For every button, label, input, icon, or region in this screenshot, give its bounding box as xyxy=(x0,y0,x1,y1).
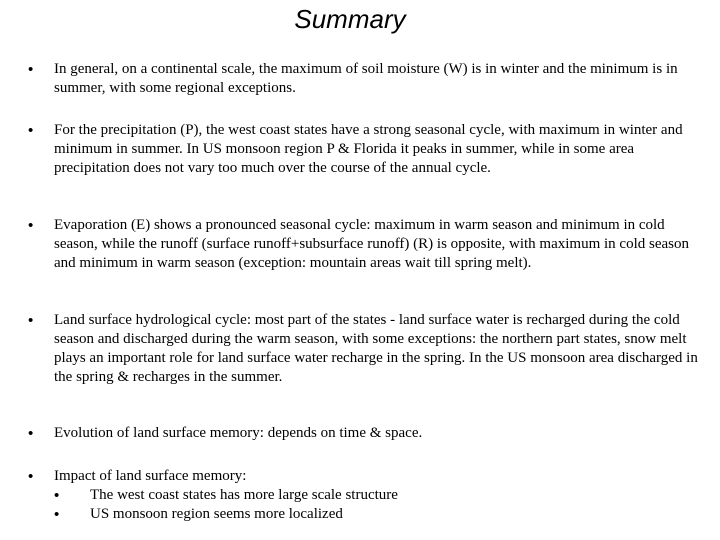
sub-bullet-dot: • xyxy=(54,506,60,523)
bullet-text: Land surface hydrological cycle: most part of the states - land surface water is recharged during the cold season and discharged during the warm season, with some exceptions: the northern part states, snow melt plays an important role for land surface water recharge in the spring. In the US monsoon area discharged in the spring & recharges in the summer. xyxy=(54,312,698,385)
sub-bullet-item xyxy=(54,505,708,524)
sub-bullet-dot: • xyxy=(54,487,60,504)
sub-bullet-text: US monsoon region seems more localized xyxy=(90,506,343,522)
bullet-text: Evolution of land surface memory: depends on time & space. xyxy=(54,425,423,441)
bullet-dot: • xyxy=(28,122,34,139)
sub-bullet-item xyxy=(54,486,708,505)
bullet-text: Impact of land surface memory: xyxy=(54,468,247,484)
bullet-dot: • xyxy=(28,217,34,234)
sub-bullet-text: The west coast states has more large scale structure xyxy=(90,487,398,503)
bullet-dot: • xyxy=(28,61,34,78)
bullet-text-group xyxy=(54,467,708,524)
bullet-dot: • xyxy=(28,312,34,329)
bullet-text: For the precipitation (P), the west coast states have a strong seasonal cycle, with maximum in winter and minimum in summer. In US monsoon region P & Florida it peaks in summer, while in some area precipitation does not vary too much over the course of the annual cycle. xyxy=(54,122,683,176)
bullet-dot: • xyxy=(28,425,34,442)
bullet-text: In general, on a continental scale, the maximum of soil moisture (W) is in winter and the minimum is in summer, with some regional exceptions. xyxy=(54,61,678,96)
slide-title: Summary xyxy=(294,4,406,34)
bullet-text: Evaporation (E) shows a pronounced seasonal cycle: maximum in warm season and minimum in cold season, while the runoff (surface runoff+subsurface runoff) (R) is opposite, with maximum in cold season and minimum in warm season (exception: mountain areas wait till spring melt). xyxy=(54,217,689,271)
bullet-dot: • xyxy=(28,468,34,485)
